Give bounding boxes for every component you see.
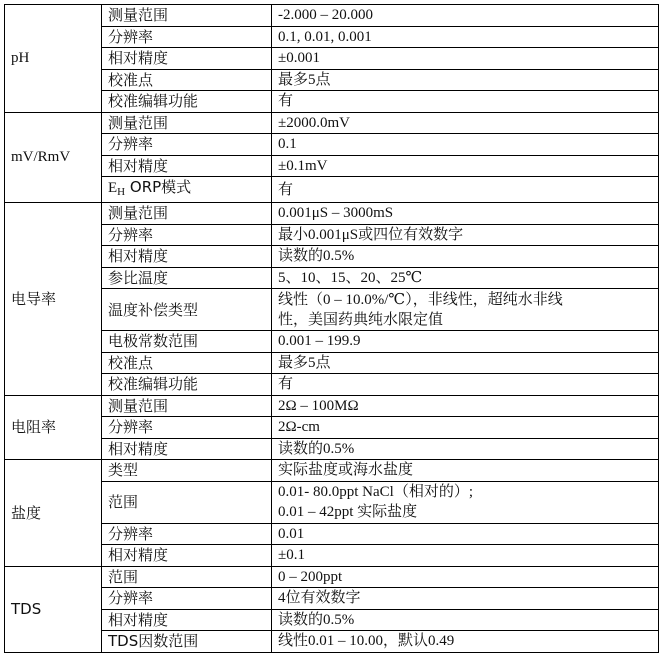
param-value: 有 [272,374,659,396]
table-row [5,588,659,610]
param-name: 测量范围 [102,203,272,225]
param-name: 相对精度 [102,438,272,460]
param-subscript: H [117,186,126,198]
param-value: 0.001μS – 3000mS [272,203,659,225]
param-name: 范围 [102,566,272,588]
param-name: 测量范围 [102,5,272,27]
table-row [5,69,659,91]
param-name: 校准编辑功能 [102,374,272,396]
param-name: 相对精度 [102,246,272,268]
param-value: 读数的0.5% [272,609,659,631]
param-name: 类型 [102,460,272,482]
param-name: 校准编辑功能 [102,91,272,113]
table-row [5,224,659,246]
param-name: 校准点 [102,352,272,374]
param-value: 0.1 [272,134,659,156]
table-row [5,267,659,289]
param-rest: ORP模式 [125,178,192,196]
param-name: TDS因数范围 [102,631,272,653]
param-name-eh-orp [102,177,272,203]
spec-table [4,4,659,653]
param-name: 电极常数范围 [102,331,272,353]
table-row [5,289,659,331]
group-name-tds: TDS [5,566,102,652]
table-row [5,48,659,70]
table-row [5,331,659,353]
param-name: 测量范围 [102,395,272,417]
param-main: E [108,180,118,196]
param-name: 相对精度 [102,48,272,70]
param-value: 读数的0.5% [272,438,659,460]
param-value: -2.000 – 20.000 [272,5,659,27]
param-value: 0 – 200ppt [272,566,659,588]
table-row [5,545,659,567]
table-row [5,609,659,631]
param-name: 测量范围 [102,112,272,134]
table-row [5,134,659,156]
param-name: 分辨率 [102,134,272,156]
param-name: 相对精度 [102,609,272,631]
param-value: 有 [272,91,659,113]
table-row [5,246,659,268]
param-name: 分辨率 [102,523,272,545]
param-name: 温度补偿类型 [102,289,272,331]
param-value: 实际盐度或海水盐度 [272,460,659,482]
param-value: 0.01 [272,523,659,545]
param-value: ±0.1 [272,545,659,567]
param-name: 相对精度 [102,155,272,177]
param-name: 校准点 [102,69,272,91]
group-name-conductivity: 电导率 [5,203,102,396]
param-value: 读数的0.5% [272,246,659,268]
table-row [5,523,659,545]
param-name: 分辨率 [102,588,272,610]
group-name-resistivity: 电阻率 [5,395,102,460]
table-row [5,481,659,523]
param-value: 2Ω – 100MΩ [272,395,659,417]
table-row [5,26,659,48]
param-value: 最多5点 [272,69,659,91]
table-row [5,91,659,113]
param-name: 分辨率 [102,224,272,246]
group-name-ph: pH [5,5,102,113]
table-row [5,631,659,653]
param-name: 分辨率 [102,417,272,439]
table-row [5,203,659,225]
table-row [5,395,659,417]
group-name-salinity: 盐度 [5,460,102,567]
table-row [5,5,659,27]
param-value: ±0.001 [272,48,659,70]
table-row [5,352,659,374]
param-value: 0.1, 0.01, 0.001 [272,26,659,48]
param-value-multiline [272,481,659,523]
param-value: 2Ω-cm [272,417,659,439]
param-value-line: 线性（0 – 10.0%/℃），非线性，超纯水非线 [278,291,563,308]
table-row [5,438,659,460]
table-row [5,417,659,439]
param-name: 相对精度 [102,545,272,567]
param-value: ±2000.0mV [272,112,659,134]
param-value: 有 [272,177,659,203]
param-value-multiline [272,289,659,331]
param-value-line: 性，美国药典纯水限定值 [278,311,444,328]
param-name: 参比温度 [102,267,272,289]
param-value: 最小0.001μS或四位有效数字 [272,224,659,246]
param-value: ±0.1mV [272,155,659,177]
table-row [5,155,659,177]
param-value-line: 0.01- 80.0ppt NaCl（相对的）; [278,484,473,500]
param-value: 0.001 – 199.9 [272,331,659,353]
table-row [5,566,659,588]
param-name: 分辨率 [102,26,272,48]
table-row [5,112,659,134]
table-row [5,374,659,396]
param-value: 4位有效数字 [272,588,659,610]
table-row [5,460,659,482]
param-value: 5、10、15、20、25℃ [272,267,659,289]
param-value: 线性0.01 – 10.00，默认0.49 [272,631,659,653]
table-row [5,177,659,203]
param-value: 最多5点 [272,352,659,374]
param-value-line: 0.01 – 42ppt 实际盐度 [278,504,418,520]
param-name: 范围 [102,481,272,523]
group-name-mv: mV/RmV [5,112,102,203]
